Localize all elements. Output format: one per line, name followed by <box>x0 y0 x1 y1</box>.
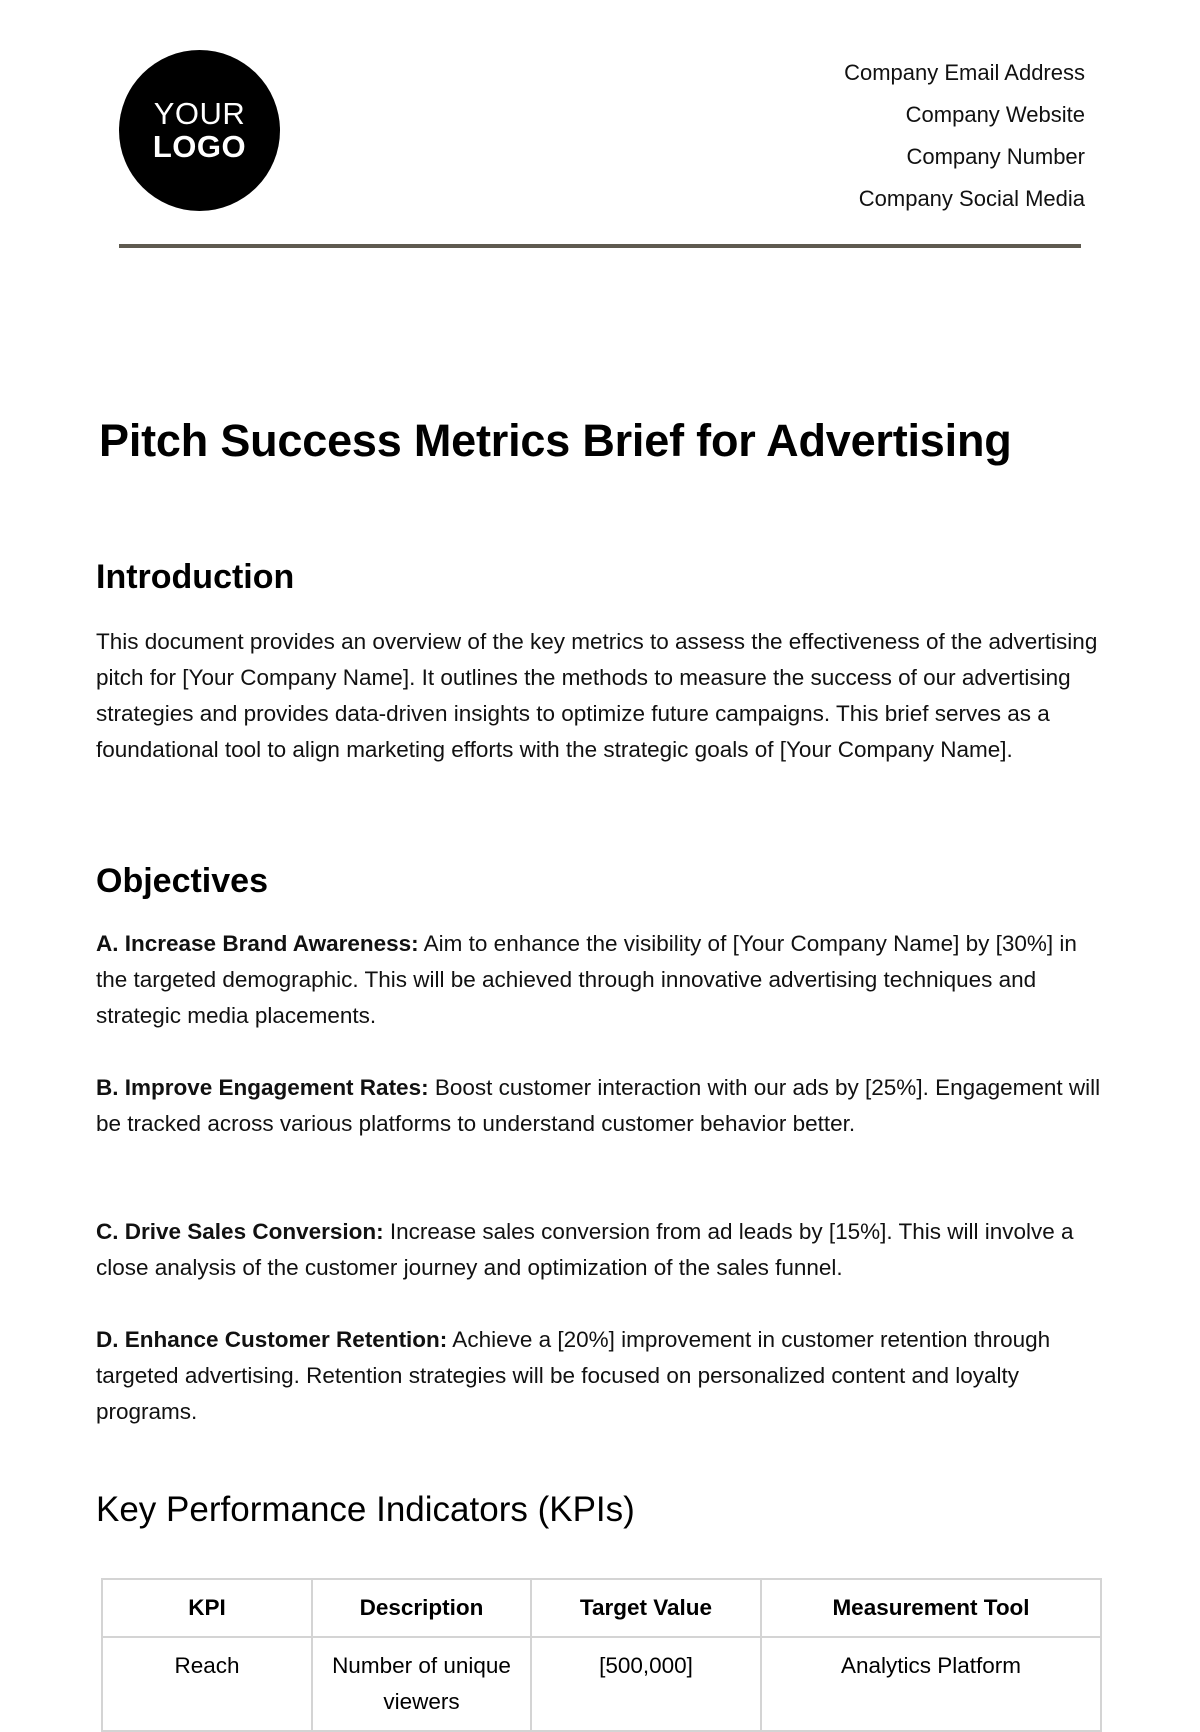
objective-a <box>96 926 1106 1034</box>
company-number: Company Number <box>906 144 1085 169</box>
header-divider <box>119 244 1081 248</box>
introduction-body: This document provides an overview of the key metrics to assess the effectiveness of the advertising pitch for [Your Company Name]. It outlines the methods to measure the success of our advertising strategies and provides data-driven insights to optimize future campaigns. This brief serves as a foundational tool to align marketing efforts with the strategic goals of [Your Company Name]. <box>96 629 1098 762</box>
kpi-cell: Reach <box>102 1637 312 1731</box>
company-logo <box>119 50 280 211</box>
description-column-header: Description <box>312 1579 531 1637</box>
objective-d-label: D. Enhance Customer Retention: <box>96 1327 448 1352</box>
description-cell: Number of unique viewers <box>312 1637 531 1731</box>
measurement-tool-cell: Analytics Platform <box>761 1637 1101 1731</box>
measurement-tool-column-header: Measurement Tool <box>761 1579 1101 1637</box>
objective-b-label: B. Improve Engagement Rates: <box>96 1075 429 1100</box>
objectives-heading: Objectives <box>96 862 268 900</box>
objective-c-text: Increase sales conversion from ad leads by [15%]. This will involve a close analysis of the customer journey and optimization of the sales funnel. <box>96 1219 1074 1280</box>
objective-a-text: Aim to enhance the visibility of [Your Company Name] by [30%] in the targeted demographic. This will be achieved through innovative advertising techniques and strategic media placements. <box>96 931 1077 1028</box>
objective-d <box>96 1322 1106 1430</box>
company-email: Company Email Address <box>844 60 1085 85</box>
target-value-cell: [500,000] <box>531 1637 761 1731</box>
document-title: Pitch Success Metrics Brief for Advertising <box>99 415 1012 466</box>
objective-a-label: A. Increase Brand Awareness: <box>96 931 419 956</box>
objective-c-label: C. Drive Sales Conversion: <box>96 1219 384 1244</box>
objective-d-text: Achieve a [20%] improvement in customer retention through targeted advertising. Retention strategies will be focused on personalized content and loyalty programs. <box>96 1327 1051 1424</box>
logo-line-1: YOUR <box>153 95 246 131</box>
kpi-column-header: KPI <box>102 1579 312 1637</box>
company-website: Company Website <box>905 102 1085 127</box>
objective-b <box>96 1070 1106 1142</box>
table-row <box>102 1637 1101 1731</box>
target-value-column-header: Target Value <box>531 1579 761 1637</box>
objective-b-text: Boost customer interaction with our ads by [25%]. Engagement will be tracked across various platforms to understand customer behavior better. <box>96 1075 1101 1136</box>
company-contact-block <box>844 52 1085 220</box>
company-social-media: Company Social Media <box>858 186 1085 211</box>
introduction-heading: Introduction <box>96 558 295 596</box>
kpi-table-header-row <box>102 1579 1101 1637</box>
kpis-heading: Key Performance Indicators (KPIs) <box>96 1490 635 1529</box>
logo-line-2: LOGO <box>152 128 247 164</box>
kpi-table <box>101 1578 1102 1732</box>
objective-c <box>96 1214 1106 1286</box>
